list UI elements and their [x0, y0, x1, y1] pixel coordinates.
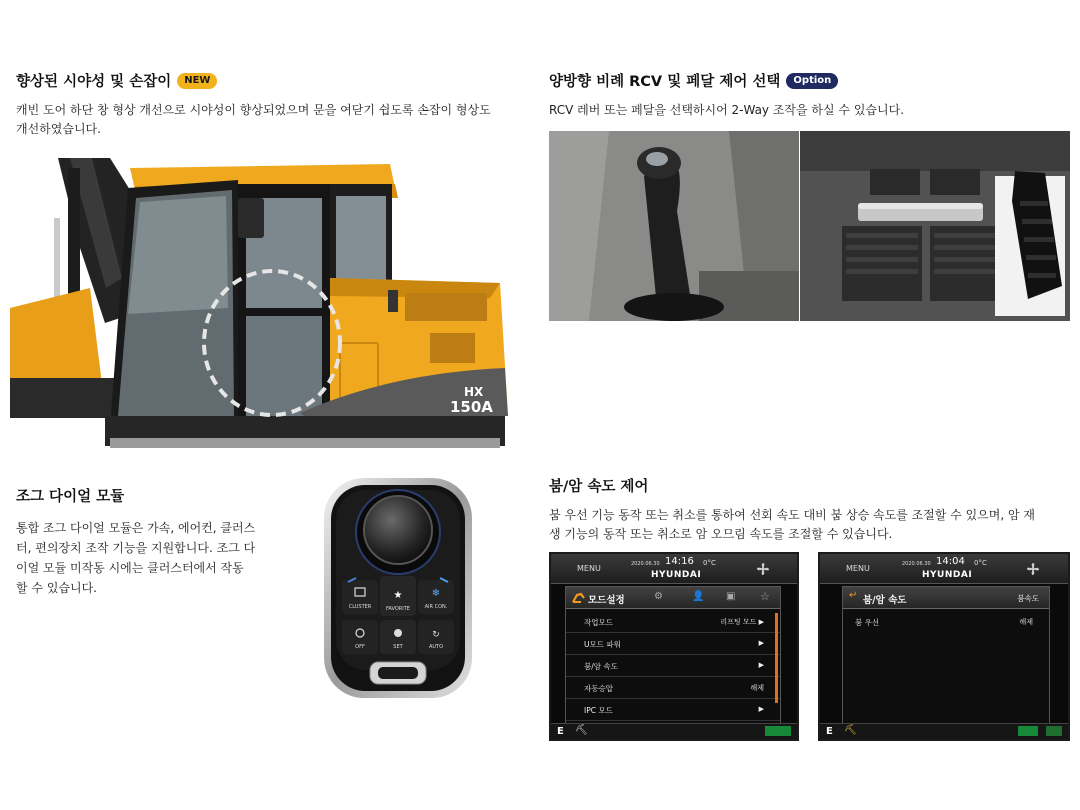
- monitor-time: 14:04: [936, 556, 965, 567]
- desc-line: 터, 편의장치 조작 기능을 지원합니다. 조그 다: [16, 541, 256, 555]
- pedal-illustration: [800, 131, 1070, 321]
- operator-icon: ⛏: [844, 725, 857, 736]
- eco-mode-indicator: E: [557, 726, 564, 737]
- section-title-boom-arm: [549, 475, 648, 496]
- section-title-text: 붐/암 속도 제어: [549, 479, 649, 495]
- monitor-time: 14:16: [665, 556, 694, 567]
- monitor-date: 2020.06.30: [631, 561, 660, 567]
- option-badge: Option: [786, 73, 838, 89]
- section-title-text: 양방향 비례 RCV 및 페달 제어 선택: [549, 74, 781, 90]
- star-icon: ★: [393, 590, 403, 601]
- boom-arm-speed-panel: [842, 586, 1050, 728]
- section-desc-visibility: [16, 101, 536, 139]
- monitor-date: 2020.06.30: [902, 561, 931, 567]
- fan-icon: [756, 562, 770, 576]
- settings-row[interactable]: [566, 655, 780, 677]
- monitor-menu-label: MENU: [846, 564, 870, 573]
- set-button-label: SET: [393, 644, 403, 650]
- settings-row-value: ▶: [758, 661, 764, 669]
- new-badge: NEW: [177, 73, 217, 89]
- tab-favorite-icon[interactable]: ☆: [760, 590, 770, 603]
- monitor-bottom-bar: [820, 723, 1068, 739]
- desc-line: 생 기능의 동작 또는 취소로 암 오므림 속도를 조절할 수 있습니다.: [549, 527, 893, 541]
- desc-line: 붐 우선 기능 동작 또는 취소를 통하여 선회 속도 대비 붐 상승 속도를 조절할 수 있으며, 암 재: [549, 508, 1035, 522]
- rcv-lever-illustration: [549, 131, 799, 321]
- excavator-mode-icon: [572, 590, 586, 604]
- section-title-jog: [16, 485, 124, 506]
- monitor-top-bar: [551, 554, 797, 584]
- section-desc-rcv: RCV 레버 또는 페달을 선택하시어 2-Way 조작을 하실 수 있습니다.: [549, 103, 905, 117]
- panel-header: [843, 587, 1049, 609]
- cluster-monitor-mode-settings: [549, 552, 799, 741]
- settings-row[interactable]: [566, 699, 780, 721]
- settings-row-value: 해제: [750, 684, 764, 692]
- auto-button-label: AUTO: [428, 644, 444, 650]
- favorite-button-label: FAVORITE: [386, 606, 410, 612]
- settings-row-label: 자동승압: [584, 684, 613, 693]
- panel-header-value: 붐속도: [1017, 594, 1039, 603]
- settings-row-value: 해제: [1019, 618, 1033, 626]
- settings-row[interactable]: [566, 677, 780, 699]
- jog-dial-module: [322, 476, 474, 700]
- auto-icon: ↻: [432, 630, 440, 640]
- tab-user-icon[interactable]: 👤: [692, 591, 705, 602]
- panel-header-title: 붐/암 속도: [863, 595, 907, 606]
- set-icon: [394, 629, 402, 637]
- rcv-lever-photo: [549, 131, 799, 321]
- operator-icon: ⛏: [575, 725, 588, 736]
- desc-line: 통합 조그 다이얼 모듈은 가속, 에어컨, 클러스: [16, 521, 256, 535]
- settings-row-label: 작업모드: [584, 618, 613, 627]
- aircon-button-label: AIR CON.: [424, 604, 448, 610]
- fan-icon: [1026, 562, 1040, 576]
- desc-line: 개선하였습니다.: [16, 122, 101, 136]
- desc-line: 이얼 모듈 미작동 시에는 클러스터에서 작동: [16, 561, 244, 575]
- section-desc-jog: [16, 518, 276, 598]
- settings-row[interactable]: [566, 611, 780, 633]
- panel-header: [566, 587, 780, 609]
- excavator-illustration: [10, 158, 510, 456]
- section-title-visibility: [16, 70, 217, 91]
- monitor-bottom-bar: [551, 723, 797, 739]
- settings-row-label: 붐 우선: [855, 618, 880, 627]
- cluster-button-label: CLUSTER: [348, 604, 372, 610]
- monitor-brand: HYUNDAI: [651, 570, 702, 580]
- cluster-monitor-boom-arm-speed: [818, 552, 1070, 741]
- settings-row-label: U모드 파워: [584, 640, 621, 649]
- status-indicator-icon: [765, 726, 791, 736]
- desc-line: 캐빈 도어 하단 창 형상 개선으로 시야성이 향상되었으며 문을 여닫기 쉽도록 손잡이 형상도: [16, 103, 491, 117]
- mode-settings-panel: [565, 586, 781, 728]
- settings-row[interactable]: [843, 611, 1049, 633]
- section-title-text: 향상된 시야성 및 손잡이: [16, 74, 172, 90]
- pedal-photo: [800, 131, 1070, 321]
- jog-dial-illustration: [322, 476, 474, 700]
- excavator-cabin-photo: [10, 158, 510, 456]
- snowflake-icon: ❄: [431, 588, 441, 599]
- monitor-temperature: 0°C: [974, 559, 987, 567]
- scrollbar[interactable]: [775, 613, 778, 703]
- settings-row-label: IPC 모드: [584, 706, 613, 715]
- section-title-rcv: [549, 70, 838, 91]
- settings-row-value: ▶: [758, 639, 764, 647]
- tab-camera-icon[interactable]: ▣: [726, 591, 736, 602]
- desc-line: 할 수 있습니다.: [16, 581, 97, 595]
- model-label-hx: HX: [464, 385, 484, 399]
- off-button-label: OFF: [355, 644, 365, 650]
- section-title-text: 조그 다이얼 모듈: [16, 489, 125, 505]
- monitor-brand: HYUNDAI: [922, 570, 973, 580]
- panel-header-title: 모드설정: [588, 595, 625, 606]
- monitor-temperature: 0°C: [703, 559, 716, 567]
- status-indicator-icon: [1018, 726, 1038, 736]
- eco-mode-indicator: E: [826, 726, 833, 737]
- monitor-top-bar: [820, 554, 1068, 584]
- status-indicator-icon: [1046, 726, 1062, 736]
- settings-row-value: 리프팅 모드 ▶: [720, 618, 764, 626]
- monitor-menu-label: MENU: [577, 564, 601, 573]
- model-label-number: 150A: [450, 398, 493, 416]
- settings-row-value: ▶: [758, 705, 764, 713]
- settings-row[interactable]: [566, 633, 780, 655]
- tab-settings-icon[interactable]: ⚙: [654, 591, 663, 602]
- section-desc-boom-arm: [549, 506, 1074, 544]
- settings-row-label: 붐/암 속도: [584, 662, 618, 671]
- back-arrow-icon[interactable]: ↵: [849, 590, 858, 601]
